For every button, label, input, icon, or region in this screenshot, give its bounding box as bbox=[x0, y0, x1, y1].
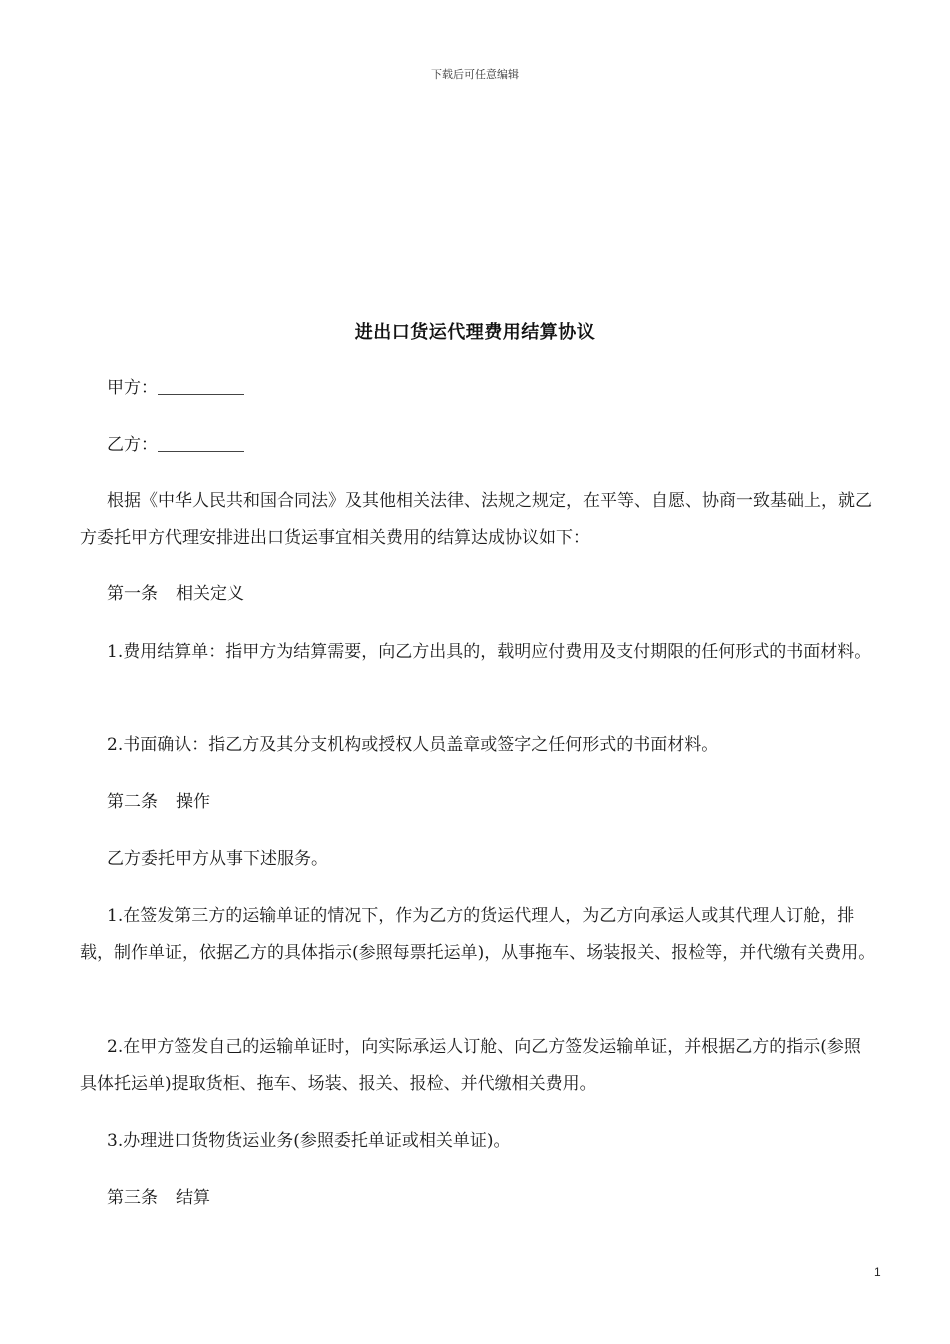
article-1-item-2: 2.书面确认：指乙方及其分支机构或授权人员盖章或签字之任何形式的书面材料。 bbox=[107, 735, 719, 755]
preamble-paragraph: 根据《中华人民共和国合同法》及其他相关法律、法规之规定，在平等、自愿、协商一致基础上，就乙方委托甲方代理安排进出口货运事宜相关费用的结算达成协议如下： bbox=[80, 491, 872, 548]
article-1-number: 第一条 bbox=[107, 584, 158, 604]
article-3-title: 结算 bbox=[176, 1188, 210, 1208]
party-a-blank bbox=[158, 393, 244, 395]
party-b-label: 乙方： bbox=[107, 435, 158, 455]
article-1-title: 相关定义 bbox=[176, 584, 244, 604]
party-a-line bbox=[107, 370, 877, 407]
party-b-blank bbox=[158, 450, 244, 452]
party-b-line bbox=[107, 427, 877, 464]
article-1-item-1: 1.费用结算单：指甲方为结算需要，向乙方出具的，载明应付费用及支付期限的任何形式的书面材料。 bbox=[107, 642, 872, 662]
header-note: 下载后可任意编辑 bbox=[431, 68, 519, 81]
article-2-title: 操作 bbox=[176, 792, 210, 812]
article-2-intro: 乙方委托甲方从事下述服务。 bbox=[107, 849, 328, 869]
article-3-heading bbox=[107, 1180, 877, 1217]
document-title: 进出口货运代理费用结算协议 bbox=[354, 322, 596, 343]
article-1-heading bbox=[107, 576, 877, 613]
article-2-item-3: 3.办理进口货物货运业务(参照委托单证或相关单证)。 bbox=[107, 1131, 511, 1151]
article-2-item-1: 1.在签发第三方的运输单证的情况下，作为乙方的货运代理人，为乙方向承运人或其代理人订舱，排载，制作单证，依据乙方的具体指示(参照每票托运单)，从事拖车、场装报关、报检等，并代缴有关费用。 bbox=[80, 906, 876, 963]
article-2-item-2: 2.在甲方签发自己的运输单证时，向实际承运人订舱、向乙方签发运输单证，并根据乙方的指示(参照具体托运单)提取货柜、拖车、场装、报关、报检、并代缴相关费用。 bbox=[80, 1037, 861, 1094]
page-number: 1 bbox=[874, 1265, 881, 1279]
party-a-label: 甲方： bbox=[107, 378, 158, 398]
article-2-heading bbox=[107, 784, 877, 821]
article-2-number: 第二条 bbox=[107, 792, 158, 812]
article-3-number: 第三条 bbox=[107, 1188, 158, 1208]
